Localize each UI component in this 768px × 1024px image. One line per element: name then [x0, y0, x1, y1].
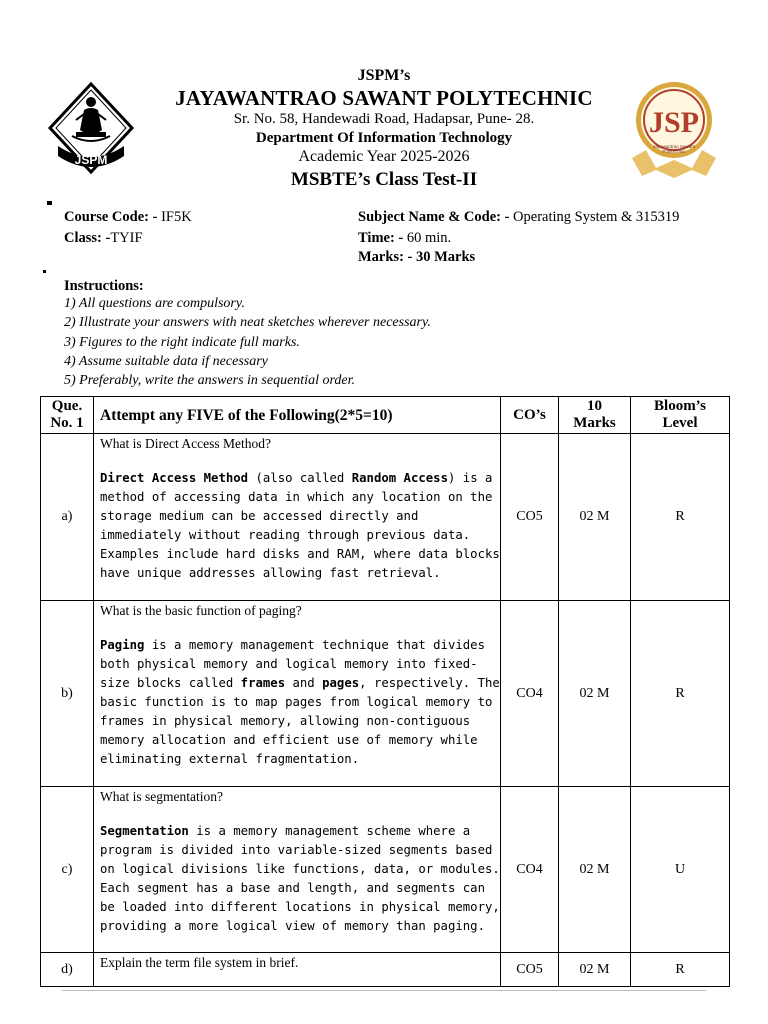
header-que-no: Que. No. 1 — [41, 397, 94, 434]
table-header-row — [41, 397, 730, 434]
marks-cell: 02 M — [559, 434, 631, 601]
marks: Marks: - 30 Marks — [358, 249, 476, 265]
time: Time: - 60 min. — [358, 230, 452, 246]
question-cell — [94, 953, 501, 987]
table-row — [41, 601, 730, 787]
co-cell: CO5 — [501, 434, 559, 601]
co-cell: CO5 — [501, 953, 559, 987]
table-row — [41, 434, 730, 601]
exam-title: MSBTE’s Class Test-II — [290, 169, 478, 190]
instruction-item: 2) Illustrate your answers with neat sketches wherever necessary. — [64, 315, 431, 331]
address: Sr. No. 58, Handewadi Road, Hadapsar, Pune- 28. — [233, 111, 535, 127]
marks-cell: 02 M — [559, 787, 631, 953]
co-cell: CO4 — [501, 601, 559, 787]
table-row — [41, 787, 730, 953]
header-attempt: Attempt any FIVE of the Following(2*5=10) — [94, 397, 501, 434]
academic-year: Academic Year 2025-2026 — [298, 148, 470, 165]
row-label: c) — [41, 787, 94, 953]
bloom-cell: U — [631, 787, 730, 953]
header-marks: 10 Marks — [559, 397, 631, 434]
co-cell: CO4 — [501, 787, 559, 953]
subject: Subject Name & Code: - Operating System & 315319 — [358, 209, 680, 225]
question-cell — [94, 787, 501, 953]
header-bloom: Bloom’s Level — [631, 397, 730, 434]
page-divider — [62, 990, 706, 991]
row-label: a) — [41, 434, 94, 601]
question-text: What is the basic function of paging? — [100, 603, 302, 618]
jspm-logo-text: JSPM — [74, 153, 108, 167]
institute-name: JAYAWANTRAO SAWANT POLYTECHNIC — [175, 86, 593, 110]
answer-text: Direct Access Method (also called Random Access) is a method of accessing data in which any location on the storage medium can be accessed directly and immediately without reading through previous data. Examples include hard disks and RAM, where data blocks have unique addresses allowing fast retrieval. — [100, 471, 500, 580]
row-label: b) — [41, 601, 94, 787]
question-table — [40, 396, 730, 987]
answer-text: Segmentation is a memory management scheme where a program is divided into variable-sized segments based on logical divisions like functions, data, or modules. Each segment has a base and length, and segments can be loaded into different locations in physical memory, providing a more logical view of memory than paging. — [100, 824, 500, 933]
instruction-item: 1) All questions are compulsory. — [64, 296, 245, 311]
class: Class: -TYIF — [64, 230, 143, 246]
bloom-cell: R — [631, 601, 730, 787]
bullet-mark — [43, 270, 46, 273]
marks-cell: 02 M — [559, 953, 631, 987]
instructions-list — [64, 294, 431, 390]
header-cos: CO’s — [501, 397, 559, 434]
answer-text: Paging is a memory management technique that divides both physical memory and logical memory into fixed-size blocks called frames and pages, respectively. The basic function is to map pages from logical memory to frames in physical memory, allowing non-contiguous memory allocation and efficient use of memory while eliminating external fragmentation. — [100, 638, 500, 766]
course-code: Course Code: - IF5K — [64, 209, 192, 225]
question-text: What is segmentation? — [100, 789, 223, 804]
org-name: JSPM’s — [357, 67, 411, 84]
bullet-mark — [47, 201, 52, 205]
instruction-item: 3) Figures to the right indicate full marks. — [64, 334, 300, 350]
question-cell — [94, 434, 501, 601]
svg-text:JSP: JSP — [648, 106, 700, 139]
bloom-cell: R — [631, 434, 730, 601]
instruction-item: 5) Preferably, write the answers in sequential order. — [64, 373, 355, 389]
department: Department Of Information Technology — [255, 130, 513, 146]
table-row — [41, 953, 730, 987]
question-text: What is Direct Access Method? — [100, 436, 271, 451]
svg-text:Jayawantrao Sawant: Jayawantrao Sawant — [653, 144, 695, 149]
bloom-cell: R — [631, 953, 730, 987]
instructions-title: Instructions: — [64, 278, 144, 294]
svg-text:Polytechnic: Polytechnic — [662, 149, 686, 154]
question-cell — [94, 601, 501, 787]
instruction-item: 4) Assume suitable data if necessary — [64, 353, 268, 369]
marks-cell: 02 M — [559, 601, 631, 787]
row-label: d) — [41, 953, 94, 987]
question-text: Explain the term file system in brief. — [100, 955, 299, 970]
